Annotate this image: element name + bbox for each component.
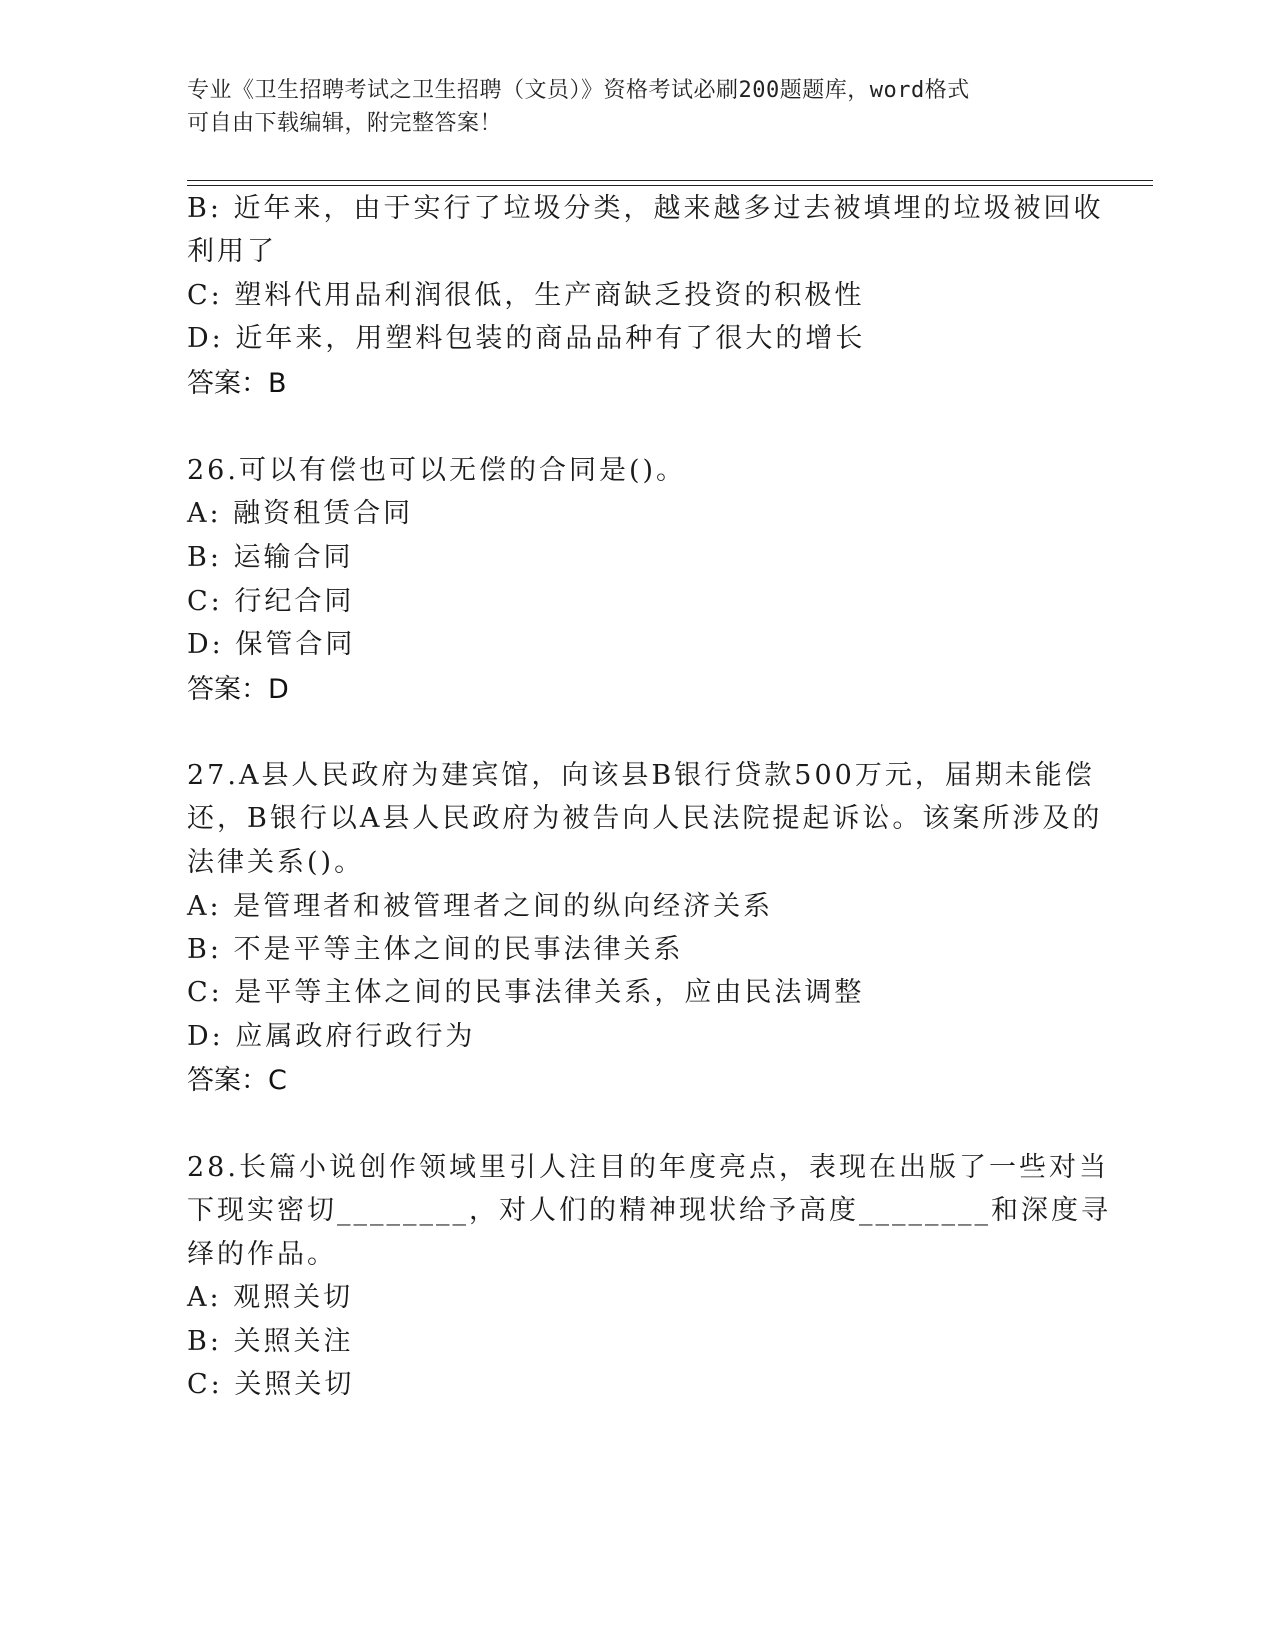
- q25-option-d: D: 近年来，用塑料包装的商品品种有了很大的增长: [187, 323, 866, 354]
- q28-stem-line-3: 绎的作品。: [187, 1239, 337, 1270]
- document-header: [187, 74, 1087, 140]
- q27-stem-line-1: 27.A县人民政府为建宾馆，向该县B银行贷款500万元，届期未能偿: [187, 760, 1095, 791]
- q28-option-a: A: 观照关切: [187, 1282, 354, 1313]
- q27-option-b: B: 不是平等主体之间的民事法律关系: [187, 934, 684, 965]
- q25-option-c: C: 塑料代用品利润很低，生产商缺乏投资的积极性: [187, 280, 865, 311]
- header-title-line-1: 专业《卫生招聘考试之卫生招聘（文员）》资格考试必刷200题题库，word格式: [187, 78, 970, 103]
- q26-answer: 答案：D: [187, 674, 289, 705]
- q25-answer: 答案：B: [187, 368, 287, 399]
- q27-option-c: C: 是平等主体之间的民事法律关系，应由民法调整: [187, 977, 865, 1008]
- q27-stem-line-2: 还，B银行以A县人民政府为被告向人民法院提起诉讼。该案所涉及的: [187, 803, 1103, 834]
- q25-option-b-line-2: 利用了: [187, 236, 277, 267]
- q27-answer: 答案：C: [187, 1065, 287, 1096]
- q27-option-a: A: 是管理者和被管理者之间的纵向经济关系: [187, 891, 774, 922]
- q25-option-b-line-1: B: 近年来，由于实行了垃圾分类，越来越多过去被填埋的垃圾被回收: [187, 193, 1104, 224]
- header-title-line-2: 可自由下载编辑，附完整答案！: [187, 111, 503, 136]
- header-divider-top: [187, 180, 1153, 181]
- q26-option-c: C: 行纪合同: [187, 586, 355, 617]
- q28-stem-line-1: 28.长篇小说创作领域里引人注目的年度亮点，表现在出版了一些对当: [187, 1152, 1109, 1183]
- q26-stem: 26.可以有偿也可以无偿的合同是()。: [187, 455, 687, 486]
- q26-option-d: D: 保管合同: [187, 629, 356, 660]
- q28-option-c: C: 关照关切: [187, 1369, 355, 1400]
- q28-stem-line-2: 下现实密切________，对人们的精神现状给予高度________和深度寻: [187, 1195, 1111, 1226]
- q27-stem-line-3: 法律关系()。: [187, 847, 365, 878]
- q28-option-b: B: 关照关注: [187, 1326, 354, 1357]
- q26-option-b: B: 运输合同: [187, 542, 354, 573]
- q26-option-a: A: 融资租赁合同: [187, 498, 414, 529]
- q27-option-d: D: 应属政府行政行为: [187, 1021, 476, 1052]
